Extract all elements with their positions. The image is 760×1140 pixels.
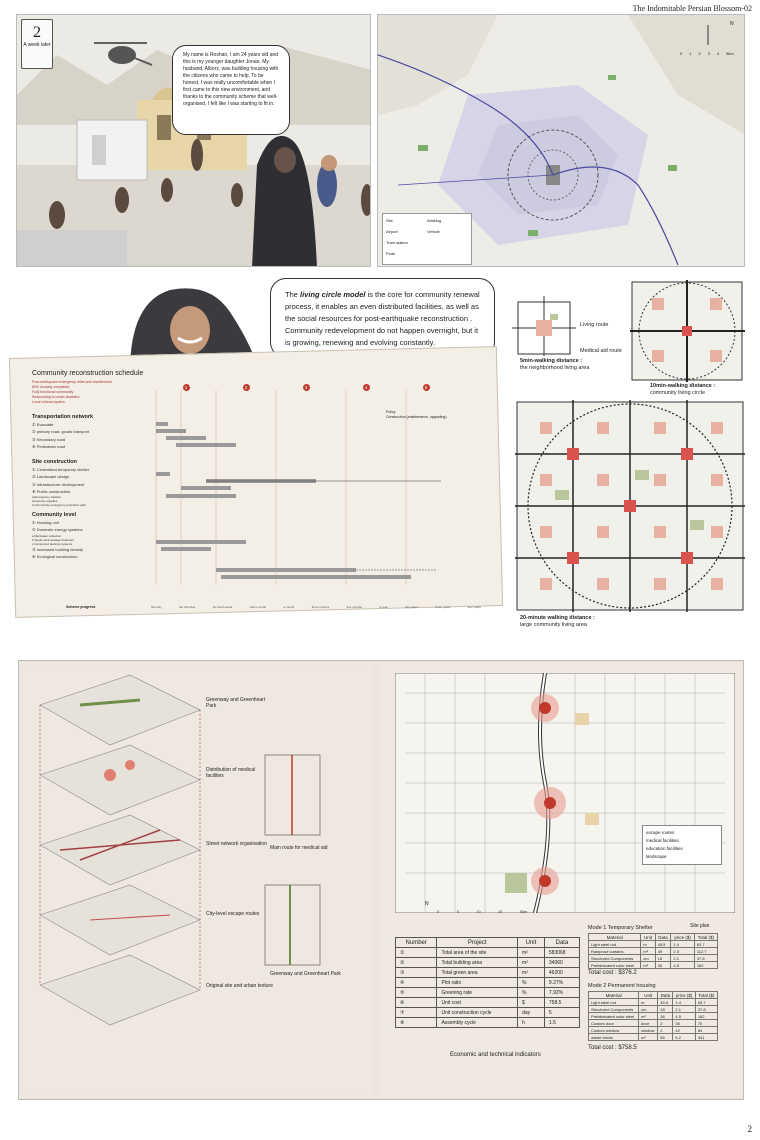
site-plan-label: Site plan (690, 923, 710, 929)
cell: cm (639, 1006, 658, 1013)
cell: door (639, 1020, 658, 1027)
book-right-page (380, 665, 742, 1095)
cell: 42 (673, 1027, 695, 1034)
col-header: Project (437, 938, 518, 948)
cell: h (518, 1018, 545, 1028)
mode1-title: Mode 1 Temporary Shelter (588, 925, 653, 931)
layer-label: City-level escape routes (206, 911, 260, 917)
cell: 2.3 (671, 948, 694, 955)
cell: 2 (658, 1027, 673, 1034)
cell: 84 (695, 1027, 717, 1034)
cell: 2 (658, 1020, 673, 1027)
legend-walking: Walking (427, 218, 442, 223)
schedule-gantt (136, 390, 466, 595)
cell: m² (641, 962, 655, 969)
cell: Total area of the site (437, 948, 518, 958)
row-label: ① Evacuate (32, 422, 54, 428)
table-row (589, 941, 718, 948)
table-row (589, 955, 718, 962)
table-row (396, 1008, 580, 1018)
layer-label: Original site and urban texture (206, 983, 273, 989)
table-row (396, 988, 580, 998)
col-header: Total ($) (695, 992, 717, 999)
row-label: ① Centralised temporary shelter (32, 467, 90, 473)
cell: m² (641, 948, 655, 955)
legend-landscape: landscape (646, 854, 667, 859)
table-row (589, 962, 718, 969)
five-min-subtitle: the neighborhood living area (520, 365, 590, 371)
table-header-row (589, 992, 718, 999)
scale-tick: 4 (716, 51, 720, 56)
cell: 49 (655, 948, 671, 955)
cell: 4.5 (673, 1013, 695, 1020)
progress-tick: three months (311, 605, 330, 609)
cell: m² (518, 968, 545, 978)
phase-marker: 2 (243, 384, 250, 391)
speech-bubble (172, 45, 290, 135)
col-header: price ($) (671, 934, 694, 941)
row-label: ④ Public construction (32, 488, 71, 494)
ten-min-subtitle: community living circle (650, 390, 706, 396)
greenway-label: Greenway and Greenheart Park (270, 971, 341, 977)
econ-table (395, 937, 580, 1028)
cell: Total building area (437, 958, 518, 968)
cell: 63.7 (694, 941, 717, 948)
mode2-table (588, 991, 718, 1041)
row-label: ③ Infrastructure development (32, 481, 85, 487)
cell: 36 (655, 962, 671, 969)
cell: 7.92% (544, 988, 579, 998)
cell: 1.4 (673, 999, 695, 1006)
progress-axis (151, 605, 481, 609)
site-location-map (377, 14, 745, 267)
table-row (589, 948, 718, 955)
cell: ② (396, 958, 437, 968)
legend-train: Train station (386, 240, 408, 245)
cell: m² (518, 958, 545, 968)
table-row (396, 968, 580, 978)
cell: ① (396, 948, 437, 958)
table-header-row (589, 934, 718, 941)
cell: 583068 (544, 948, 579, 958)
cell: ④ (396, 978, 437, 988)
table-row (589, 1013, 718, 1020)
progress-tick: a month (283, 605, 295, 609)
scale-tick: 2 (698, 51, 701, 56)
cell: ⑤ (396, 988, 437, 998)
legend-escape: escape routes (646, 830, 675, 835)
ten-min-diagram (630, 280, 745, 382)
twenty-min-subtitle: large community living area (520, 622, 587, 628)
scale-tick: 0 (437, 910, 439, 914)
cell: 2.1 (673, 1006, 695, 1013)
table-row (396, 948, 580, 958)
table-row (589, 1027, 718, 1034)
cell: ⑧ (396, 1018, 437, 1028)
cell: 6.2 (673, 1034, 695, 1041)
cell: 9.27% (544, 978, 579, 988)
scale-tick: 10 (476, 910, 481, 914)
econ-caption: Economic and technical indicators (450, 1052, 541, 1058)
progress-tick: first day (151, 605, 162, 609)
cell: Prefabricated color steel (589, 1013, 639, 1020)
col-header: Material (589, 992, 639, 999)
scheme-progress-label: Scheme progress (66, 605, 96, 609)
legend-education: education facilities (646, 846, 683, 851)
cell: % (518, 978, 545, 988)
cell: Light steel rod (589, 999, 639, 1006)
cell: 37.8 (694, 955, 717, 962)
mode1-total: Total cost : $376.2 (588, 970, 637, 976)
cell: Assembly cycle (437, 1018, 518, 1028)
twenty-min-diagram (515, 400, 745, 612)
legend-policy: Policy (386, 410, 396, 414)
map-scale (680, 51, 734, 56)
progress-tick: a year (379, 605, 388, 609)
phase-item: Post-earthquake emergency relief and resettlement (32, 380, 112, 384)
cell: Structured Components (589, 955, 641, 962)
table-header-row (396, 938, 580, 948)
legend-airport: Airport (386, 229, 398, 234)
book-left-page (20, 665, 372, 1095)
five-min-title: 5min-walking distance : (520, 358, 583, 364)
phase-item: 80% housing completed (32, 385, 70, 389)
mode1-table (588, 933, 718, 969)
phase-item: Local cultural system (32, 400, 65, 404)
scale-tick: 0 (680, 51, 683, 56)
medical-route-label: Medical aid route (580, 348, 622, 354)
intro-rest: is the core for community renewal process, it enables an even distributed facilities, as well as the social resources for post-earthquake reconstruction . Community redevelopment do not happen overnight, but it is growing, renewing and evolving constantly. (285, 290, 480, 347)
col-header: Unit (641, 934, 655, 941)
map-legend (382, 213, 472, 265)
scale-tick: 5km (726, 51, 734, 56)
legend-vehicle: Vehicle (427, 229, 440, 234)
layer-label: Greenway and Greenheart Park (206, 697, 266, 709)
cell: 18 (658, 1006, 673, 1013)
row-sub-label: a.Rainwater collection (32, 533, 62, 538)
cell: window (639, 1027, 658, 1034)
table-row (589, 1020, 718, 1027)
scale-tick: 5 (456, 910, 459, 914)
progress-tick: the third day (178, 605, 196, 609)
intro-lead: The (285, 290, 301, 299)
cell: Unit cost (437, 998, 518, 1008)
cell: Prefabricated color steel (589, 962, 641, 969)
cell: Plot ratio (437, 978, 518, 988)
cell: 70 (695, 1020, 717, 1027)
scale-tick: 3 (707, 51, 710, 56)
cell: 162 (694, 962, 717, 969)
col-header: price ($) (673, 992, 695, 999)
cell: m (639, 999, 658, 1006)
section-transport: Transportation network (32, 414, 94, 420)
legend-construction: Construction (maintenance, upgrading) (386, 415, 447, 419)
site-plan-scale (437, 910, 527, 914)
row-label: ② Landscape design (32, 474, 70, 480)
progress-tick: four years (467, 605, 481, 609)
table-row (589, 999, 718, 1006)
section-community: Community level (32, 512, 77, 519)
ten-min-title: 10min-walking distance : (650, 383, 716, 389)
schedule-title: Community reconstruction schedule (32, 370, 144, 377)
cell: 1.4 (671, 941, 694, 948)
scale-tick: 1 (689, 51, 692, 56)
cell: 63.7 (695, 999, 717, 1006)
layer-label: Street network organisation (206, 841, 267, 847)
cell: 37.8 (695, 1006, 717, 1013)
col-header: Total ($) (694, 934, 717, 941)
cell: 55 (658, 1034, 673, 1041)
site-plan (395, 673, 735, 913)
row-sub-label: a.Emergency shelters (32, 495, 62, 500)
cell: ③ (396, 968, 437, 978)
row-sub-label: b.Septic tank sewage treatment (32, 537, 75, 542)
cell: 1.5 (544, 1018, 579, 1028)
speech-text: My name is Roshan, I am 24 years old and this is my younger daughter Jonan. My husband, Alborz, was building housing with the citizens who came to help. To be honest, I was really uncomfortable when I first came to this new environment, and thanks to the community scheme that well-organised, I felt like I was starting to fit in. (183, 52, 279, 107)
table-row (589, 1006, 718, 1013)
legend-peak: Peak (386, 251, 396, 256)
progress-tick: five months (346, 605, 362, 609)
cell: % (518, 988, 545, 998)
col-header: Number (396, 938, 437, 948)
row-sub-label: b.Community emergency protection plan (32, 503, 86, 508)
phase-marker: 4 (363, 384, 370, 391)
col-header: Unit (518, 938, 545, 948)
phase-item: Responding to urban disasters (32, 395, 80, 399)
row-sub-label: temporary supplies (32, 499, 58, 504)
phase-marker: 5 (423, 384, 430, 391)
cell: day (518, 1008, 545, 1018)
row-label: ② primary road: goods transport (32, 429, 90, 435)
cell: m (641, 941, 655, 948)
phase-list (32, 380, 112, 405)
cell: 162 (695, 1013, 717, 1020)
cell: ⑦ (396, 1008, 437, 1018)
table-row (396, 978, 580, 988)
intro-model-name: living circle model (300, 290, 366, 299)
legend-medical: medical facilities (646, 838, 679, 843)
scale-tick: 20 (498, 910, 503, 914)
schedule-rows (32, 414, 152, 560)
cell: 4.5 (671, 962, 694, 969)
legend-site: Site (386, 218, 393, 223)
cell: 5 (544, 1008, 579, 1018)
cell: Light steel rod (589, 941, 641, 948)
col-header: Data (658, 992, 673, 999)
row-sub-label: c.Compound planting systems (32, 541, 73, 546)
cell: m² (639, 1013, 658, 1020)
progress-tick: the tenth week (212, 605, 233, 609)
phase-item: Fully functional community (32, 390, 74, 394)
schedule-chart (26, 370, 506, 615)
cell: 34060 (544, 958, 579, 968)
row-label: ③ Secondary road (32, 436, 65, 442)
document-title: The Indomitable Persian Blossom-02 (632, 4, 752, 13)
scale-tick: 50m (520, 910, 527, 914)
col-header: Unit (639, 992, 658, 999)
page-tag-number: 2 (33, 24, 41, 41)
cell: 2.1 (671, 955, 694, 962)
row-label: ① Housing unit (32, 520, 59, 526)
five-min-diagram (512, 296, 582, 356)
cell: 758.5 (544, 998, 579, 1008)
cell: 45.5 (658, 999, 673, 1006)
row-label: ④ Ecological construction (32, 553, 78, 559)
cell: Custom door (589, 1020, 639, 1027)
cell: cm (641, 955, 655, 962)
col-header: Material (589, 934, 641, 941)
phase-marker: 3 (303, 384, 310, 391)
layer-label: Distribution of medical facilities (206, 767, 256, 779)
living-route-label: Living route (580, 322, 609, 328)
cell: 35 (673, 1020, 695, 1027)
section-site: Site construction (32, 459, 77, 466)
cell: waste bricks (589, 1034, 639, 1041)
layer-diagram (20, 665, 372, 1095)
site-plan-legend (642, 825, 722, 865)
twenty-min-title: 20-minute walking distance : (520, 615, 595, 621)
cell: 36 (658, 1013, 673, 1020)
cell: 45.5 (655, 941, 671, 948)
cell: $ (518, 998, 545, 1008)
page-number: 2 (747, 1124, 752, 1134)
time-caption: A week later (23, 42, 51, 48)
page-tag (21, 19, 53, 69)
phase-marker: 1 (183, 384, 190, 391)
progress-tick: three years (435, 605, 451, 609)
table-row (396, 998, 580, 1008)
site-plan-north: N (425, 901, 429, 907)
cell: Rainproof curtains (589, 948, 641, 955)
cell: 18 (655, 955, 671, 962)
row-label: ② Domestic energy systems (32, 527, 83, 533)
cell: m² (639, 1034, 658, 1041)
progress-tick: two years (404, 605, 418, 609)
cell: Structured Components (589, 1006, 639, 1013)
mode2-total: Total cost : $758.5 (588, 1045, 637, 1051)
table-row (396, 1018, 580, 1028)
col-header: Data (544, 938, 579, 948)
mode2-title: Mode 2 Permanent housing (588, 983, 656, 989)
cell: Greening rate (437, 988, 518, 998)
cell: 46200 (544, 968, 579, 978)
cell: Unit construction cycle (437, 1008, 518, 1018)
cell: m² (518, 948, 545, 958)
row-label: ④ Pedestrian road (32, 443, 65, 449)
comic-panel (16, 14, 371, 267)
main-route-label: Main route for medical aid (270, 845, 328, 851)
table-row (589, 1034, 718, 1041)
row-label: ③ Increased building density (32, 546, 83, 552)
cell: Custom window (589, 1027, 639, 1034)
table-row (396, 958, 580, 968)
col-header: Data (655, 934, 671, 941)
cell: 112.7 (694, 948, 717, 955)
cell: ⑥ (396, 998, 437, 1008)
cell: 341 (695, 1034, 717, 1041)
cell: Total green area (437, 968, 518, 978)
map-north-arrow: N (730, 21, 734, 27)
progress-tick: half a month (249, 605, 267, 609)
